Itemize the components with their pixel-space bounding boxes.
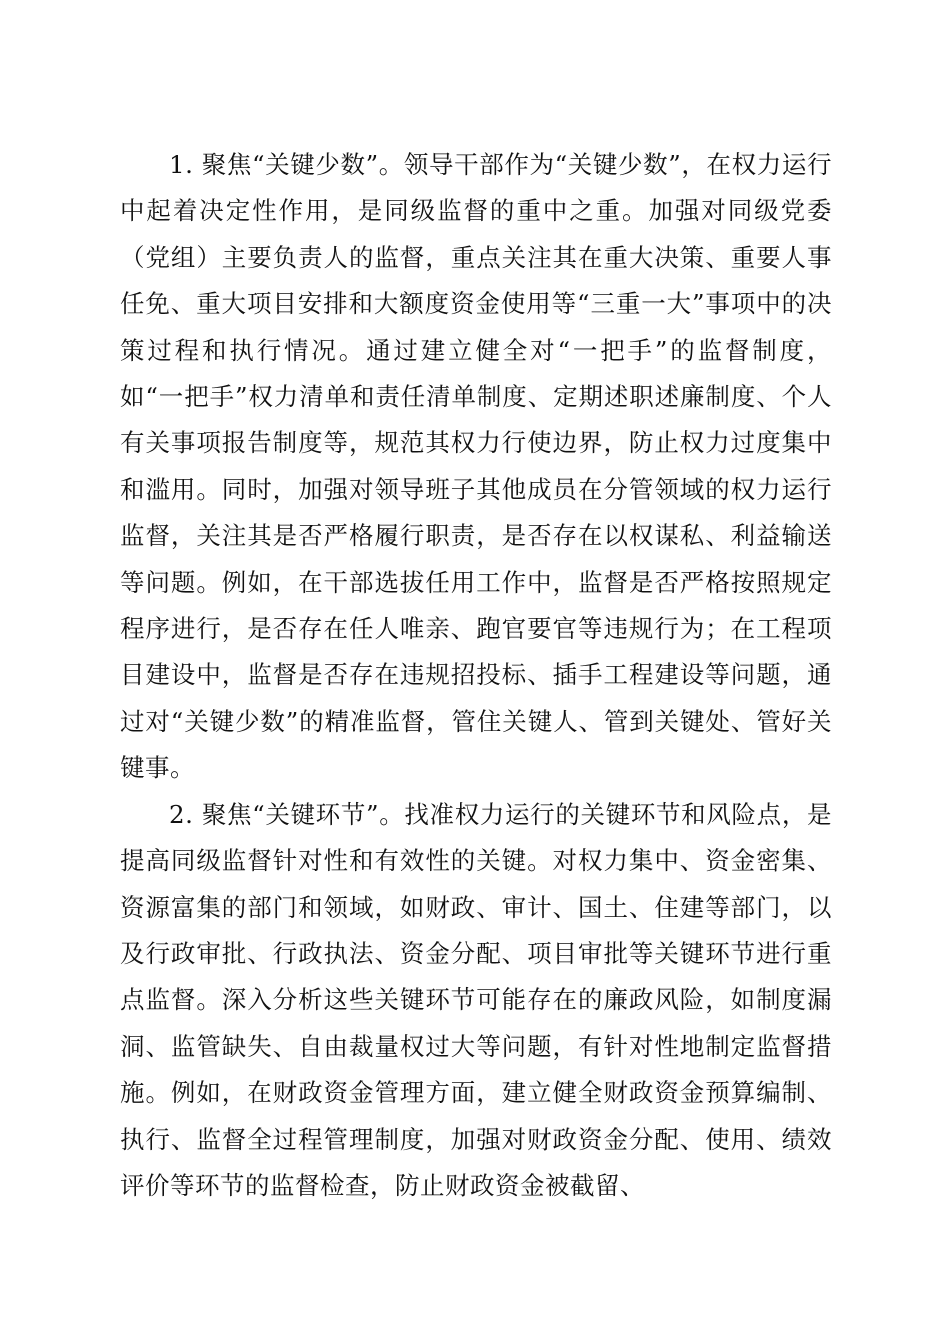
paragraph-key-links: 2. 聚焦“关键环节”。找准权力运行的关键环节和风险点，是提高同级监督针对性和有效性的关键。对权力集中、资金密集、资源富集的部门和领域，如财政、审计、国土、住建等部门，以及行政审批、行政执法、资金分配、项目审批等关键环节进行重点监督。深入分析这些关键环节可能存在的廉政风险，如制度漏洞、监管缺失、自由裁量权过大等问题，有针对性地制定监督措施。例如，在财政资金管理方面，建立健全财政资金预算编制、执行、监督全过程管理制度，加强对财政资金分配、使用、绩效评价等环节的监督检查，防止财政资金被截留、 bbox=[120, 799, 832, 1200]
paragraph-key-minority: 1. 聚焦“关键少数”。领导干部作为“关键少数”，在权力运行中起着决定性作用，是同级监督的重中之重。加强对同级党委（党组）主要负责人的监督，重点关注其在重大决策、重要人事任免、重大项目安排和大额度资金使用等“三重一大”事项中的决策过程和执行情况。通过建立健全对“一把手”的监督制度，如“一把手”权力清单和责任清单制度、定期述职述廉制度、个人有关事项报告制度等，规范其权力行使边界，防止权力过度集中和滥用。同时，加强对领导班子其他成员在分管领域的权力运行监督，关注其是否严格履行职责，是否存在以权谋私、利益输送等问题。例如，在干部选拔任用工作中，监督是否严格按照规定程序进行，是否存在任人唯亲、跑官要官等违规行为；在工程项目建设中，监督是否存在违规招投标、插手工程建设等问题，通过对“关键少数”的精准监督，管住关键人、管到关键处、管好关键事。 bbox=[120, 150, 832, 783]
document-body bbox=[120, 142, 832, 1209]
